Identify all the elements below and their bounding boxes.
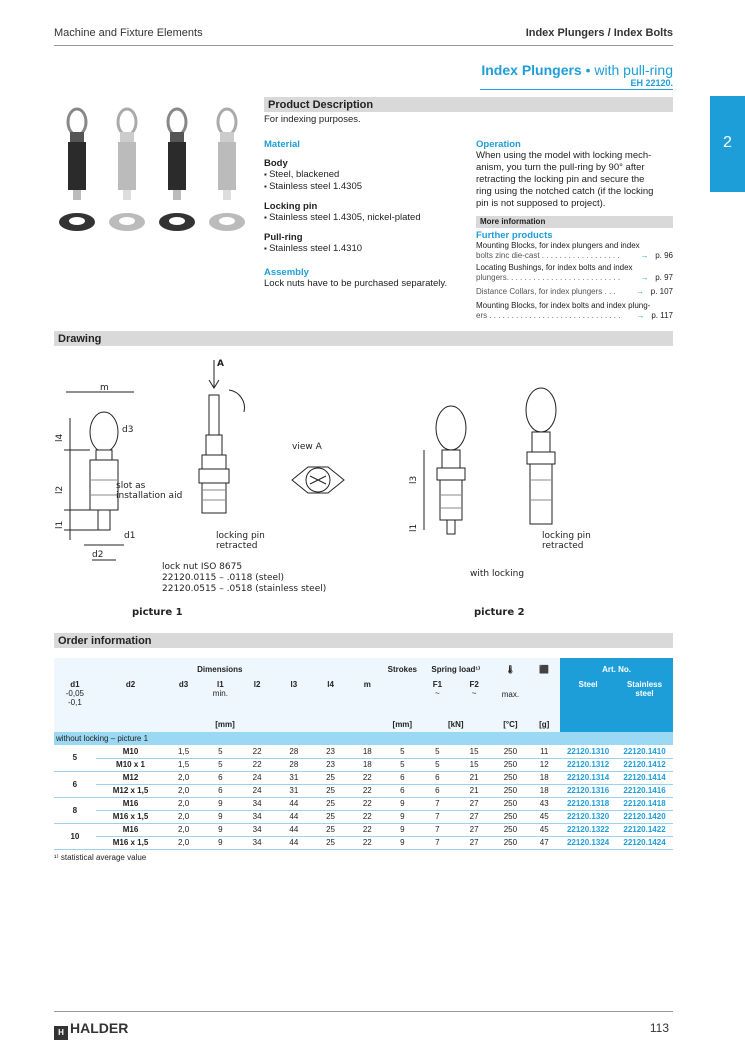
cell-l1: 6 [202,784,239,797]
cell-steel[interactable]: 22120.1322 [560,823,616,836]
cell-m: 22 [349,823,386,836]
cell-l3: 28 [275,758,312,771]
cell-steel[interactable]: 22120.1314 [560,771,616,784]
cell-g: 47 [528,836,560,849]
cell-ss[interactable]: 22120.1420 [616,810,673,823]
col-l2: l2 [253,680,261,689]
logo-icon: H [54,1026,68,1040]
cell-m: 22 [349,810,386,823]
order-table-wrapper [54,658,673,863]
cell-l4: 23 [312,758,349,771]
label-l1: l1 [55,520,65,529]
table-row [54,810,673,823]
cell-d3: 2,0 [165,797,202,810]
intro-text: For indexing purposes. [264,114,361,125]
unit-g: [g] [539,719,550,729]
cell-f1: 7 [419,810,456,823]
cell-t: 250 [493,797,529,810]
cell-f1: 7 [419,836,456,849]
cell-d3: 1,5 [165,758,202,771]
cell-d1: 5 [54,745,96,771]
cell-f1: 7 [419,823,456,836]
label-l2: l2 [55,485,65,494]
cell-steel[interactable]: 22120.1312 [560,758,616,771]
arrow-right-icon: → [636,311,645,320]
product-photo [52,105,257,245]
label-lock-nut-stainless: 22120.0515 – .0518 (stainless steel) [162,584,327,594]
cell-ss[interactable]: 22120.1410 [616,745,673,758]
cell-d2: M16 [96,823,165,836]
material-column [264,139,469,290]
label-l1-p2: l1 [409,523,419,532]
cell-f1: 5 [419,745,456,758]
cell-l1: 9 [202,823,239,836]
cell-t: 250 [493,745,529,758]
brand-logo: H HALDER [54,1020,128,1040]
cell-f2: 27 [456,836,493,849]
cell-l2: 34 [239,810,276,823]
label-m: m [100,383,109,393]
cell-d3: 2,0 [165,836,202,849]
cell-l3: 44 [275,836,312,849]
operation-line: ring using the notched catch (if the locking [476,186,654,197]
plunger-photo-4 [209,109,245,231]
cell-d1: 10 [54,823,96,849]
cell-ss[interactable]: 22120.1412 [616,758,673,771]
col-steel: Steel [560,680,616,716]
col-d3: d3 [178,680,189,689]
cell-m: 22 [349,771,386,784]
table-row [54,784,673,797]
cell-l3: 31 [275,784,312,797]
cell-ss[interactable]: 22120.1418 [616,797,673,810]
cell-l2: 22 [239,758,276,771]
cell-f1: 6 [419,784,456,797]
further-products-heading: Further products [476,230,553,241]
unit-c: [°C] [503,719,518,729]
cell-l4: 23 [312,745,349,758]
cell-d2: M16 x 1,5 [96,810,165,823]
table-row [54,836,673,849]
cell-l1: 5 [202,745,239,758]
cell-g: 45 [528,810,560,823]
cell-d2: M10 x 1 [96,758,165,771]
label-with-locking: with locking [470,569,525,579]
label-l4: l4 [55,433,65,442]
cell-l2: 22 [239,745,276,758]
technical-drawing [54,350,673,625]
col-f1: F1 ~ [432,680,443,698]
header-divider [54,45,673,46]
cell-s: 6 [386,771,419,784]
cell-s: 5 [386,758,419,771]
cell-d2: M10 [96,745,165,758]
table-row [54,823,673,836]
more-info-heading: More information [476,216,673,228]
arrow-right-icon: → [640,251,649,260]
cell-t: 250 [493,836,529,849]
table-row [54,758,673,771]
cell-g: 11 [528,745,560,758]
ring-heading: Pull-ring [264,232,303,243]
further-product-item[interactable]: Mounting Blocks, for index plungers and index bolts zinc die-cast . . . . . . . . . . . . . . . . . . → p. 96 [476,241,673,260]
cell-ss[interactable]: 22120.1416 [616,784,673,797]
chapter-title: Index Plungers / Index Bolts [525,27,673,39]
cell-l2: 24 [239,771,276,784]
cell-l2: 34 [239,836,276,849]
cell-s: 9 [386,823,419,836]
cell-s: 6 [386,784,419,797]
cell-l3: 31 [275,771,312,784]
col-stroke: Strokes [387,664,417,674]
cell-f1: 7 [419,797,456,810]
label-view-a: view A [292,442,322,452]
drawing-heading: Drawing [54,331,673,346]
cell-l4: 25 [312,797,349,810]
col-temp-max: max. [501,690,520,699]
product-description-heading: Product Description [264,97,673,112]
cell-d3: 2,0 [165,823,202,836]
col-stainless: Stainless steel [616,680,673,716]
further-product-item[interactable]: Distance Collars, for index plungers . . . → p. 107 [476,287,673,296]
label-lock-nut: lock nut ISO 8675 [162,562,243,572]
cell-f1: 6 [419,771,456,784]
operation-line: When using the model with locking mech- [476,150,652,161]
operation-column [476,139,673,321]
cell-l1: 6 [202,771,239,784]
cell-f2: 27 [456,797,493,810]
cell-steel[interactable]: 22120.1316 [560,784,616,797]
cell-d1: 6 [54,771,96,797]
cell-f2: 21 [456,771,493,784]
col-m: m [363,680,371,689]
unit-mm-stroke: [mm] [392,719,413,729]
cell-d2: M16 [96,797,165,810]
plunger-photo-1 [59,109,95,231]
cell-l1: 9 [202,797,239,810]
page-number: 113 [649,1021,669,1035]
assembly-heading: Assembly [264,267,309,278]
cell-d1: 8 [54,797,96,823]
plunger-photo-3 [159,109,195,231]
cell-d3: 1,5 [165,745,202,758]
cell-t: 250 [493,784,529,797]
footer-divider [54,1011,673,1012]
cell-l3: 44 [275,810,312,823]
cell-l4: 25 [312,784,349,797]
cell-t: 250 [493,810,529,823]
col-d2: d2 [125,680,136,689]
group-label: without locking – picture 1 [56,734,149,743]
pin-heading: Locking pin [264,201,318,212]
label-l3: l3 [409,475,419,484]
cell-s: 9 [386,810,419,823]
table-row [54,797,673,810]
arrow-right-icon: → [636,287,645,296]
cell-l3: 44 [275,823,312,836]
cell-m: 22 [349,784,386,797]
further-product-item[interactable]: Locating Bushings, for index bolts and index plungers. . . . . . . . . . . . . . . . . . . . . . . . . . → p. 97 [476,263,673,282]
label-pin-retracted: retracted [216,541,258,551]
cell-t: 250 [493,758,529,771]
cell-steel[interactable]: 22120.1324 [560,836,616,849]
cell-g: 45 [528,823,560,836]
col-f2: F2 ~ [469,680,479,698]
thermometer-icon: 🌡 [505,664,516,674]
pin-item: ▪ Stainless steel 1.4305, nickel-plated [264,212,469,224]
cell-d3: 2,0 [165,784,202,797]
cell-ss[interactable]: 22120.1424 [616,836,673,849]
label-pin-retracted: locking pin [216,531,265,541]
col-l4: l4 [327,680,334,689]
title-underline [480,89,673,90]
cell-g: 43 [528,797,560,810]
label-slot: slot as [116,481,146,491]
cell-m: 22 [349,836,386,849]
cell-s: 9 [386,836,419,849]
label-view-arrow: A [217,359,224,369]
order-information-heading: Order information [54,633,673,648]
cell-s: 5 [386,745,419,758]
col-art-no: Art. No. [560,658,673,680]
cell-t: 250 [493,823,529,836]
operation-line: anism, you turn the pull-ring by 90° after [476,162,645,173]
cell-l2: 34 [239,797,276,810]
cell-l1: 9 [202,836,239,849]
label-picture-1: picture 1 [132,607,183,618]
cell-f2: 27 [456,810,493,823]
cell-m: 22 [349,797,386,810]
col-spring-load: Spring load¹⁾ [431,664,481,674]
label-pin-retracted-2: locking pin [542,531,591,541]
table-row [54,745,673,758]
col-l3: l3 [290,680,298,689]
cell-g: 12 [528,758,560,771]
cell-ss[interactable]: 22120.1422 [616,823,673,836]
footnote: ¹⁾ statistical average value [54,852,147,862]
cell-d2: M16 x 1,5 [96,836,165,849]
cell-d3: 2,0 [165,771,202,784]
ring-item: ▪ Stainless steel 1.4310 [264,243,469,255]
assembly-text: Lock nuts have to be purchased separately. [264,278,448,289]
cell-l2: 34 [239,823,276,836]
cell-m: 18 [349,745,386,758]
label-d2: d2 [92,550,104,560]
label-slot2: installation aid [116,491,183,501]
cell-f1: 5 [419,758,456,771]
cell-d2: M12 x 1,5 [96,784,165,797]
cell-s: 9 [386,797,419,810]
body-heading: Body [264,158,288,169]
cell-l3: 44 [275,797,312,810]
label-d1: d1 [124,531,136,541]
cell-l4: 25 [312,810,349,823]
body-item: ▪ Stainless steel 1.4305 [264,181,469,193]
cell-l4: 25 [312,823,349,836]
cell-f2: 15 [456,758,493,771]
cell-steel[interactable]: 22120.1320 [560,810,616,823]
cell-f2: 15 [456,745,493,758]
label-picture-2: picture 2 [474,607,525,618]
col-d1: d1 -0,05 -0,1 [65,680,84,707]
weight-icon: ⬛ [539,664,550,674]
cell-steel[interactable]: 22120.1318 [560,797,616,810]
cell-t: 250 [493,771,529,784]
label-lock-nut-steel: 22120.0115 – .0118 (steel) [162,573,285,583]
cell-steel[interactable]: 22120.1310 [560,745,616,758]
label-pin-retracted-2: retracted [542,541,584,551]
cell-l2: 24 [239,784,276,797]
material-heading: Material [264,139,300,150]
further-product-item[interactable]: Mounting Blocks, for index bolts and index plung- ers . . . . . . . . . . . . . . . . . . . . . . . . . . . . . . → p. 117 [476,301,673,320]
cell-f2: 21 [456,784,493,797]
col-l1: l1 min. [212,680,228,698]
cell-l1: 5 [202,758,239,771]
section-title: Machine and Fixture Elements [54,27,203,39]
col-dimensions: Dimensions [197,664,243,674]
cell-f2: 27 [456,823,493,836]
table-row [54,771,673,784]
unit-mm: [mm] [215,719,235,729]
order-table [54,658,673,850]
operation-line: retracting the locking pin and secure the [476,174,645,185]
operation-heading: Operation [476,139,521,150]
product-code: EH 22120. [630,78,673,88]
cell-l1: 9 [202,810,239,823]
product-title: Index Plungers • with pull-ring [481,62,673,78]
body-item: ▪ Steel, blackened [264,169,469,181]
cell-l3: 28 [275,745,312,758]
cell-m: 18 [349,758,386,771]
cell-d2: M12 [96,771,165,784]
cell-l4: 25 [312,836,349,849]
cell-g: 18 [528,771,560,784]
cell-ss[interactable]: 22120.1414 [616,771,673,784]
operation-line: pin is not supposed to project). [476,198,606,209]
cell-l4: 25 [312,771,349,784]
label-d3: d3 [122,425,134,435]
cell-g: 18 [528,784,560,797]
plunger-photo-2 [109,109,145,231]
unit-kn: [kN] [447,719,464,729]
chapter-tab[interactable]: 2 [710,96,745,192]
arrow-right-icon: → [640,273,649,282]
cell-d3: 2,0 [165,810,202,823]
